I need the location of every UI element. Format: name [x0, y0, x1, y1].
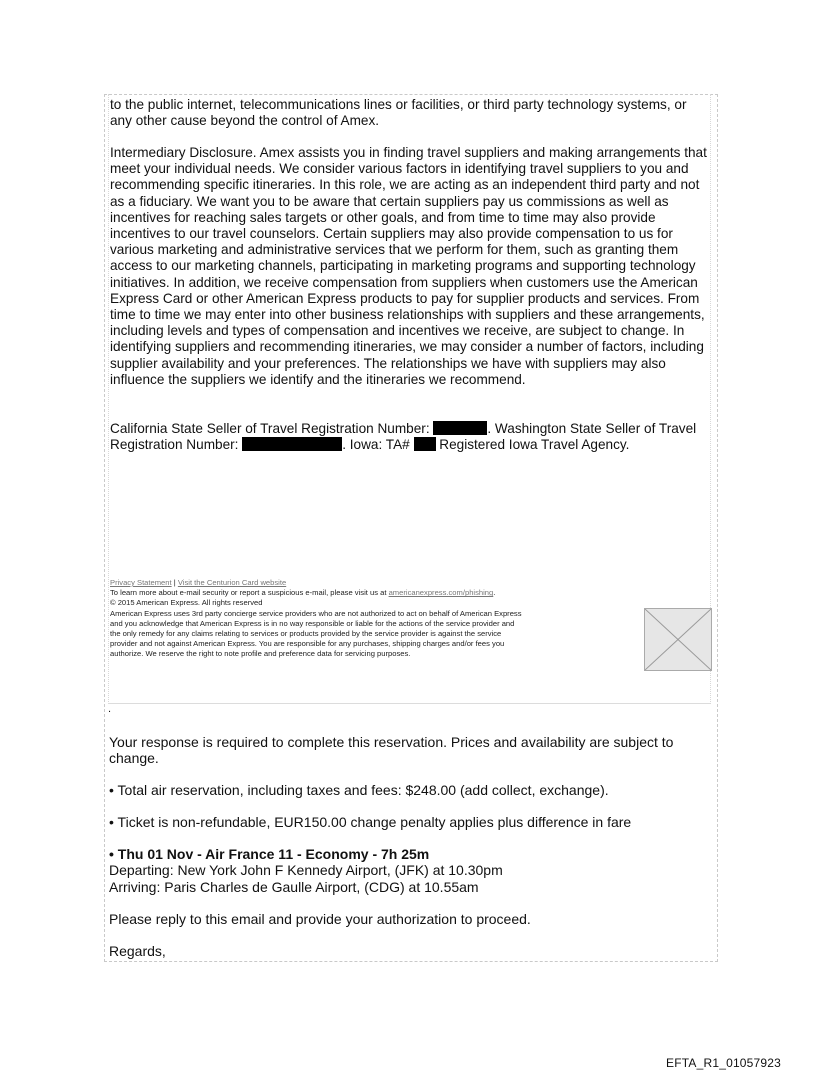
flight-details-item: [109, 846, 709, 895]
redaction-block: [433, 421, 487, 435]
inner-frame-left: [108, 94, 109, 704]
privacy-statement-link[interactable]: Privacy Statement: [110, 578, 172, 587]
total-fare-text: Total air reservation, including taxes and fees: $248.00 (add collect, exchange).: [117, 782, 609, 798]
seller-ia-label: . Iowa: TA#: [342, 437, 410, 453]
phishing-link[interactable]: americanexpress.com/phishing: [388, 588, 494, 598]
legal-line: authorize. We reserve the right to note profile and preference data for servicing purposes.: [110, 649, 411, 659]
bullet: •: [109, 782, 114, 798]
section-divider: [108, 703, 710, 704]
image-placeholder-icon: [645, 609, 711, 670]
seller-wa-label: . Washington State Seller of Travel Registration Number:: [110, 421, 697, 453]
redaction-block: [414, 437, 436, 451]
period: .: [493, 588, 496, 598]
intermediary-disclosure: Intermediary Disclosure. Amex assists you in finding travel suppliers and making arrangements that meet your individual needs. We consider various factors in identifying travel suppliers to you and recommending specific itineraries. In this role, we are acting as an independent third party and not as a fiduciary. We want you to be aware that certain suppliers pay us commissions as well as incentives for reaching sales targets or other goals, and from time to time may also provide incentives to our travel counselors. Certain suppliers may also provide compensation to us for various marketing and administrative services that we perform for them, such as granting them access to our marketing channels, participating in marketing programs and supporting technology initiatives. In addition, we receive compensation from suppliers when customers use the American Express Card or other American Express products to pay for supplier products and services. From time to time we may enter into other business relationships with suppliers and these arrangements, including levels and types of compensation and incentives we receive, are subject to change. In identifying suppliers and recommending itineraries, we may consider a number of factors, including supplier availability and your preferences. The relationships we have with suppliers may also influence the suppliers we identify and the itineraries we recommend.: [110, 145, 707, 387]
broken-image-placeholder: [644, 608, 712, 671]
total-fare-item: [109, 782, 709, 798]
centurion-card-link[interactable]: Visit the Centurion Card website: [177, 578, 287, 587]
bullet: •: [109, 814, 114, 830]
legal-line: and you acknowledge that American Express is in no way responsible or liable for the actions of the service provider and: [110, 618, 515, 628]
response-required-text: Your response is required to complete this reservation. Prices and availability are subject to change.: [109, 734, 674, 767]
document-id: EFTA_R1_01057923: [666, 1056, 782, 1070]
bullet: •: [109, 846, 114, 862]
seller-registration: [110, 421, 710, 453]
flight-title: Thu 01 Nov - Air France 11 - Economy - 7h 25m: [117, 846, 430, 862]
seller-ia-tail: Registered Iowa Travel Agency.: [439, 437, 630, 453]
legal-line: the only remedy for any claims relating to services or products provided by the service provider is against the service: [110, 629, 502, 639]
closing-regards: Regards,: [109, 943, 166, 959]
copyright: © 2015 American Express. All rights reserved: [110, 598, 263, 608]
link-separator: |: [173, 578, 176, 587]
departing-info: Departing: New York John F Kennedy Airport, (JFK) at 10.30pm: [109, 862, 503, 879]
redaction-block: [242, 437, 342, 451]
ticket-terms-item: [109, 814, 709, 830]
ticket-terms-text: Ticket is non-refundable, EUR150.00 change penalty applies plus difference in fare: [117, 814, 632, 830]
legal-disclaimer: [110, 609, 640, 660]
reply-instruction: Please reply to this email and provide your authorization to proceed.: [109, 911, 531, 927]
stray-period: .: [108, 703, 112, 715]
arriving-info: Arriving: Paris Charles de Gaulle Airport, (CDG) at 10.55am: [109, 878, 479, 895]
email-footer: [110, 578, 640, 660]
legal-line: American Express uses 3rd party concierge service providers who are not authorized to act on behalf of American Express: [110, 608, 522, 618]
security-notice: To learn more about e-mail security or report a suspicious e-mail, please visit us at: [110, 588, 387, 598]
seller-ca-label: California State Seller of Travel Registration Number:: [110, 421, 430, 436]
terms-continuation: to the public internet, telecommunications lines or facilities, or third party technology systems, or any other cause beyond the control of Amex.: [110, 97, 687, 129]
legal-line: provider and not against American Express. You are responsible for any purchases, shipping charges and/or fees you: [110, 639, 505, 649]
